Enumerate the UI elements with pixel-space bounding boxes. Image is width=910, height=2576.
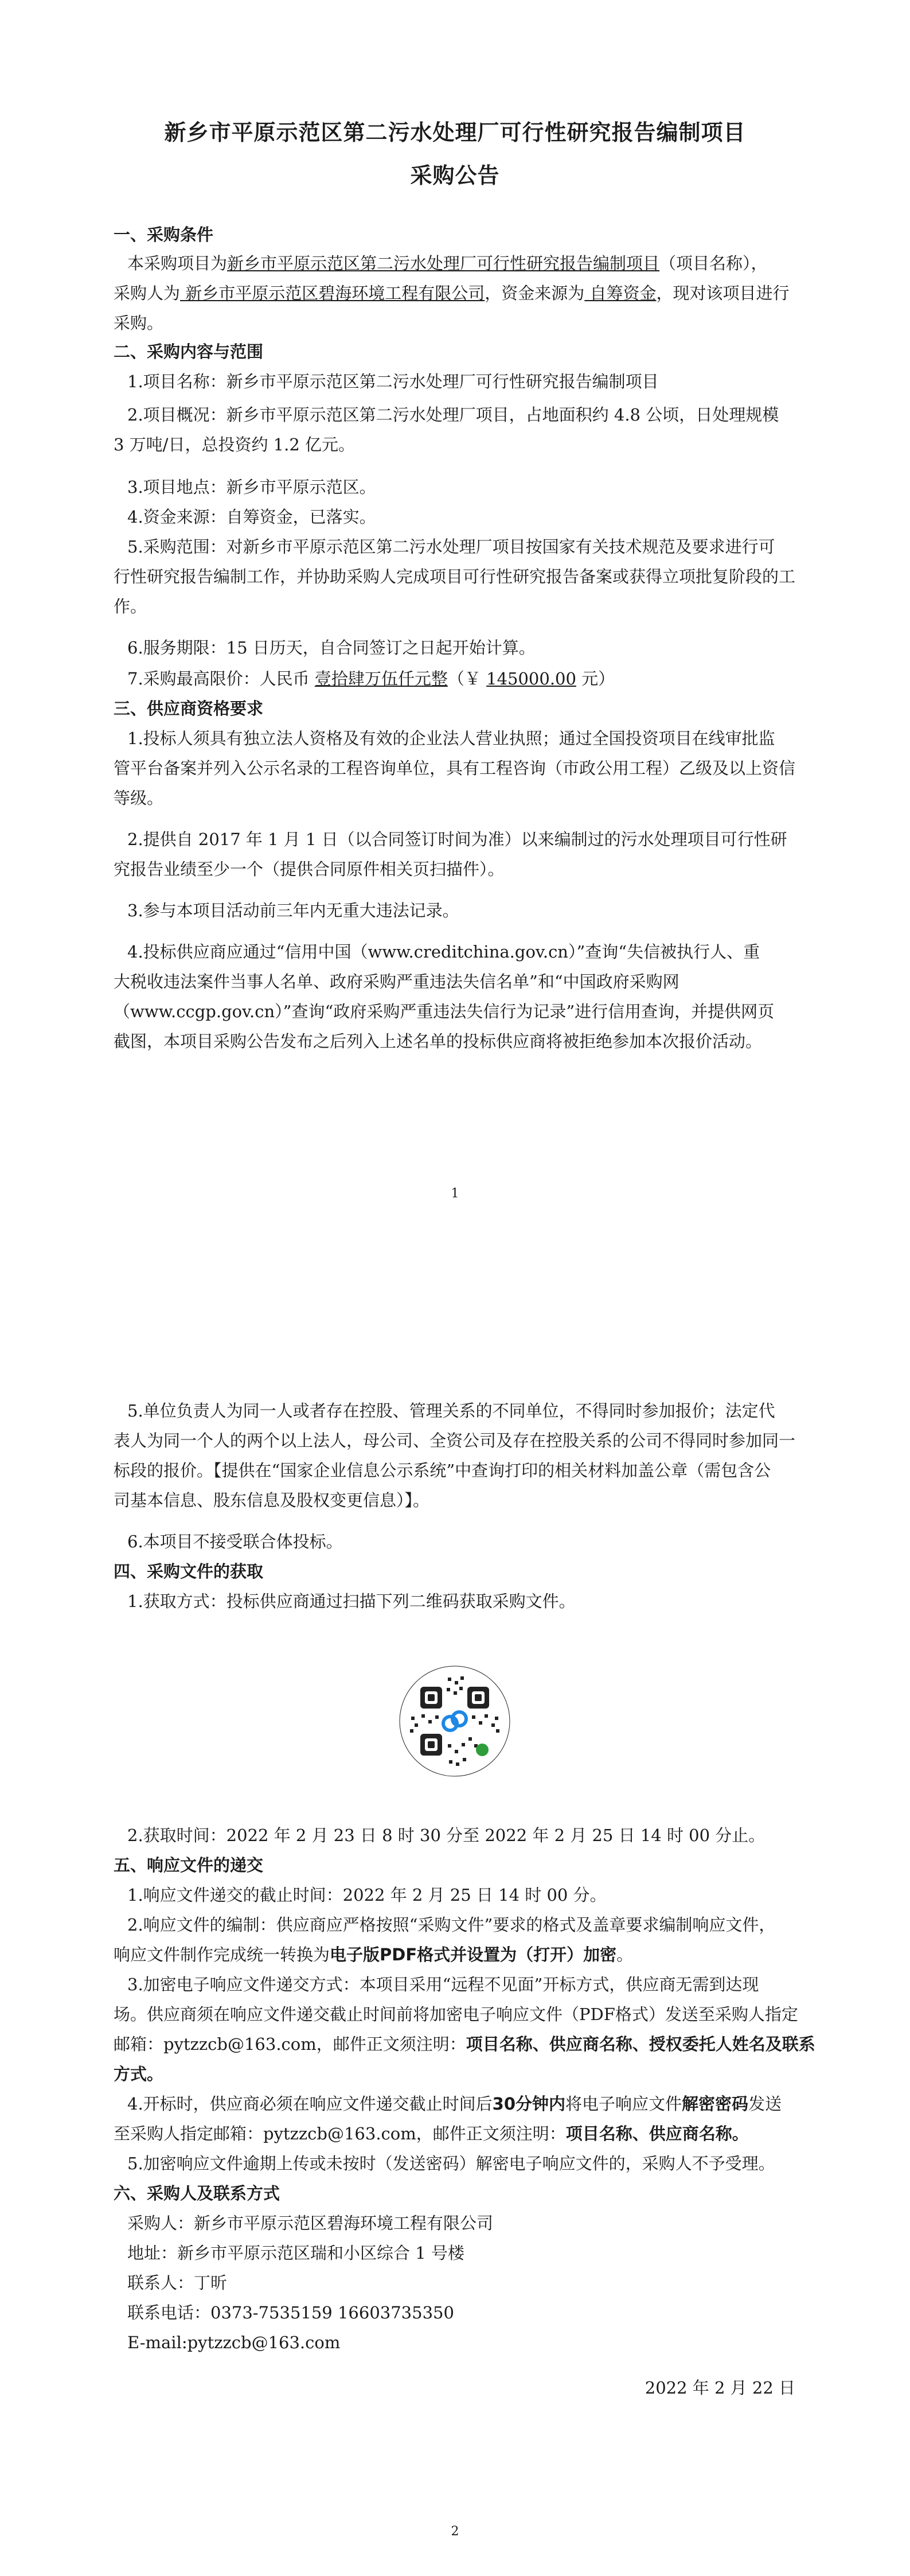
paragraph: 等级。	[114, 788, 164, 808]
paragraph: 响应文件制作完成统一转换为电子版PDF格式并设置为（打开）加密。	[114, 1945, 634, 1964]
paragraph: 截图，本项目采购公告发布之后列入上述名单的投标供应商将被拒绝参加本次报价活动。	[114, 1032, 763, 1051]
paragraph: 表人为同一个人的两个以上法人，母公司、全资公司及存在控股关系的公司不得同时参加同一	[114, 1431, 796, 1450]
paragraph: 2.获取时间：2022 年 2 月 23 日 8 时 30 分至 2022 年 2 月 25 日 14 时 00 分止。	[127, 1826, 766, 1845]
section-1-heading: 一、采购条件	[114, 225, 214, 244]
paragraph: 5.单位负责人为同一人或者存在控股、管理关系的不同单位，不得同时参加报价；法定代	[127, 1401, 775, 1421]
paragraph: 6.本项目不接受联合体投标。	[127, 1532, 343, 1551]
paragraph: 方式。	[114, 2064, 164, 2084]
paragraph: 1.投标人须具有独立法人资格及有效的企业法人营业执照；通过全国投资项目在线审批监	[127, 729, 775, 748]
doc-subtitle: 采购公告	[410, 163, 500, 188]
document-date: 2022 年 2 月 22 日	[645, 2378, 795, 2398]
paragraph: 1.响应文件递交的截止时间：2022 年 2 月 25 日 14 时 00 分。	[127, 1885, 607, 1905]
paragraph: 2.项目概况：新乡市平原示范区第二污水处理厂项目，占地面积约 4.8 公顷，日处理规模	[127, 405, 779, 425]
paragraph: 大税收违法案件当事人名单、政府采购严重违法失信名单”和“中国政府采购网	[114, 972, 679, 991]
paragraph: 5.加密响应文件逾期上传或未按时（发送密码）解密电子响应文件的，采购人不予受理。	[127, 2154, 775, 2173]
paragraph: 本采购项目为新乡市平原示范区第二污水处理厂可行性研究报告编制项目（项目名称），	[127, 254, 768, 273]
doc-title: 新乡市平原示范区第二污水处理厂可行性研究报告编制项目	[164, 120, 746, 145]
paragraph: 4.投标供应商应通过“信用中国（www.creditchina.gov.cn）”查询“失信被执行人、重	[127, 942, 760, 962]
paragraph: 1.项目名称：新乡市平原示范区第二污水处理厂可行性研究报告编制项目	[127, 372, 659, 391]
paragraph: 邮箱：pytzzcb@163.com，邮件正文须注明：项目名称、供应商名称、授权委托人姓名及联系	[114, 2034, 815, 2054]
contact-address: 地址：新乡市平原示范区瑞和小区综合 1 号楼	[127, 2243, 464, 2263]
contact-person: 联系人：丁昕	[127, 2273, 228, 2293]
paragraph: 4.资金来源：自筹资金，已落实。	[127, 507, 376, 527]
paragraph: 4.开标时，供应商必须在响应文件递交截止时间后30分钟内将电子响应文件解密密码发送	[127, 2094, 782, 2114]
paragraph: 1.获取方式：投标供应商通过扫描下列二维码获取采购文件。	[127, 1591, 576, 1611]
section-2-heading: 二、采购内容与范围	[114, 342, 264, 361]
paragraph: 2.响应文件的编制：供应商应严格按照“采购文件”要求的格式及盖章要求编制响应文件，	[127, 1915, 776, 1935]
paragraph: 5.采购范围：对新乡市平原示范区第二污水处理厂项目按国家有关技术规范及要求进行可	[127, 537, 775, 557]
paragraph: 至采购人指定邮箱：pytzzcb@163.com，邮件正文须注明：项目名称、供应商名称。	[114, 2124, 749, 2143]
paragraph: （www.ccgp.gov.cn）”查询“政府采购严重违法失信行为记录”进行信用查询，并提供网页	[114, 1002, 775, 1021]
paragraph: 3.加密电子响应文件递交方式：本项目采用“远程不见面”开标方式，供应商无需到达现	[127, 1975, 759, 1994]
paragraph: 7.采购最高限价：人民币 壹拾肆万伍仟元整（￥ 145000.00 元）	[127, 669, 615, 688]
section-6-heading: 六、采购人及联系方式	[114, 2184, 280, 2203]
section-4-heading: 四、采购文件的获取	[114, 1562, 264, 1581]
paragraph: 采购人为 新乡市平原示范区碧海环境工程有限公司，资金来源为 自筹资金，现对该项目进行	[114, 283, 790, 303]
paragraph: 3.参与本项目活动前三年内无重大违法记录。	[127, 901, 459, 920]
paragraph: 3.项目地点：新乡市平原示范区。	[127, 477, 376, 497]
paragraph: 2.提供自 2017 年 1 月 1 日（以合同签订时间为准）以来编制过的污水处理项目可行性研	[127, 830, 787, 849]
paragraph: 采购。	[114, 313, 164, 333]
page-number: 2	[451, 2524, 459, 2539]
section-3-heading: 三、供应商资格要求	[114, 699, 264, 718]
section-5-heading: 五、响应文件的递交	[114, 1855, 264, 1875]
paragraph: 司基本信息、股东信息及股权变更信息）】。	[114, 1491, 430, 1510]
paragraph: 行性研究报告编制工作，并协助采购人完成项目可行性研究报告备案或获得立项批复阶段的工	[114, 567, 796, 586]
paragraph: 作。	[114, 597, 147, 616]
contact-email: E-mail:pytzzcb@163.com	[127, 2333, 341, 2352]
contact-buyer: 采购人：新乡市平原示范区碧海环境工程有限公司	[127, 2213, 494, 2233]
paragraph: 究报告业绩至少一个（提供合同原件相关页扫描件）。	[114, 859, 505, 879]
contact-phone: 联系电话：0373-7535159 16603735350	[127, 2303, 454, 2322]
qr-code-icon[interactable]	[397, 1664, 512, 1779]
paragraph: 管平台备案并列入公示名录的工程咨询单位，具有工程咨询（市政公用工程）乙级及以上资信	[114, 758, 796, 778]
paragraph: 标段的报价。【提供在“国家企业信息公示系统”中查询打印的相关材料加盖公章（需包含公	[114, 1461, 771, 1480]
paragraph: 3 万吨/日，总投资约 1.2 亿元。	[114, 435, 355, 454]
paragraph: 场。供应商须在响应文件递交截止时间前将加密电子响应文件（PDF格式）发送至采购人指定	[114, 2005, 798, 2024]
paragraph: 6.服务期限：15 日历天，自合同签订之日起开始计算。	[127, 638, 536, 657]
page-number: 1	[451, 1186, 459, 1201]
